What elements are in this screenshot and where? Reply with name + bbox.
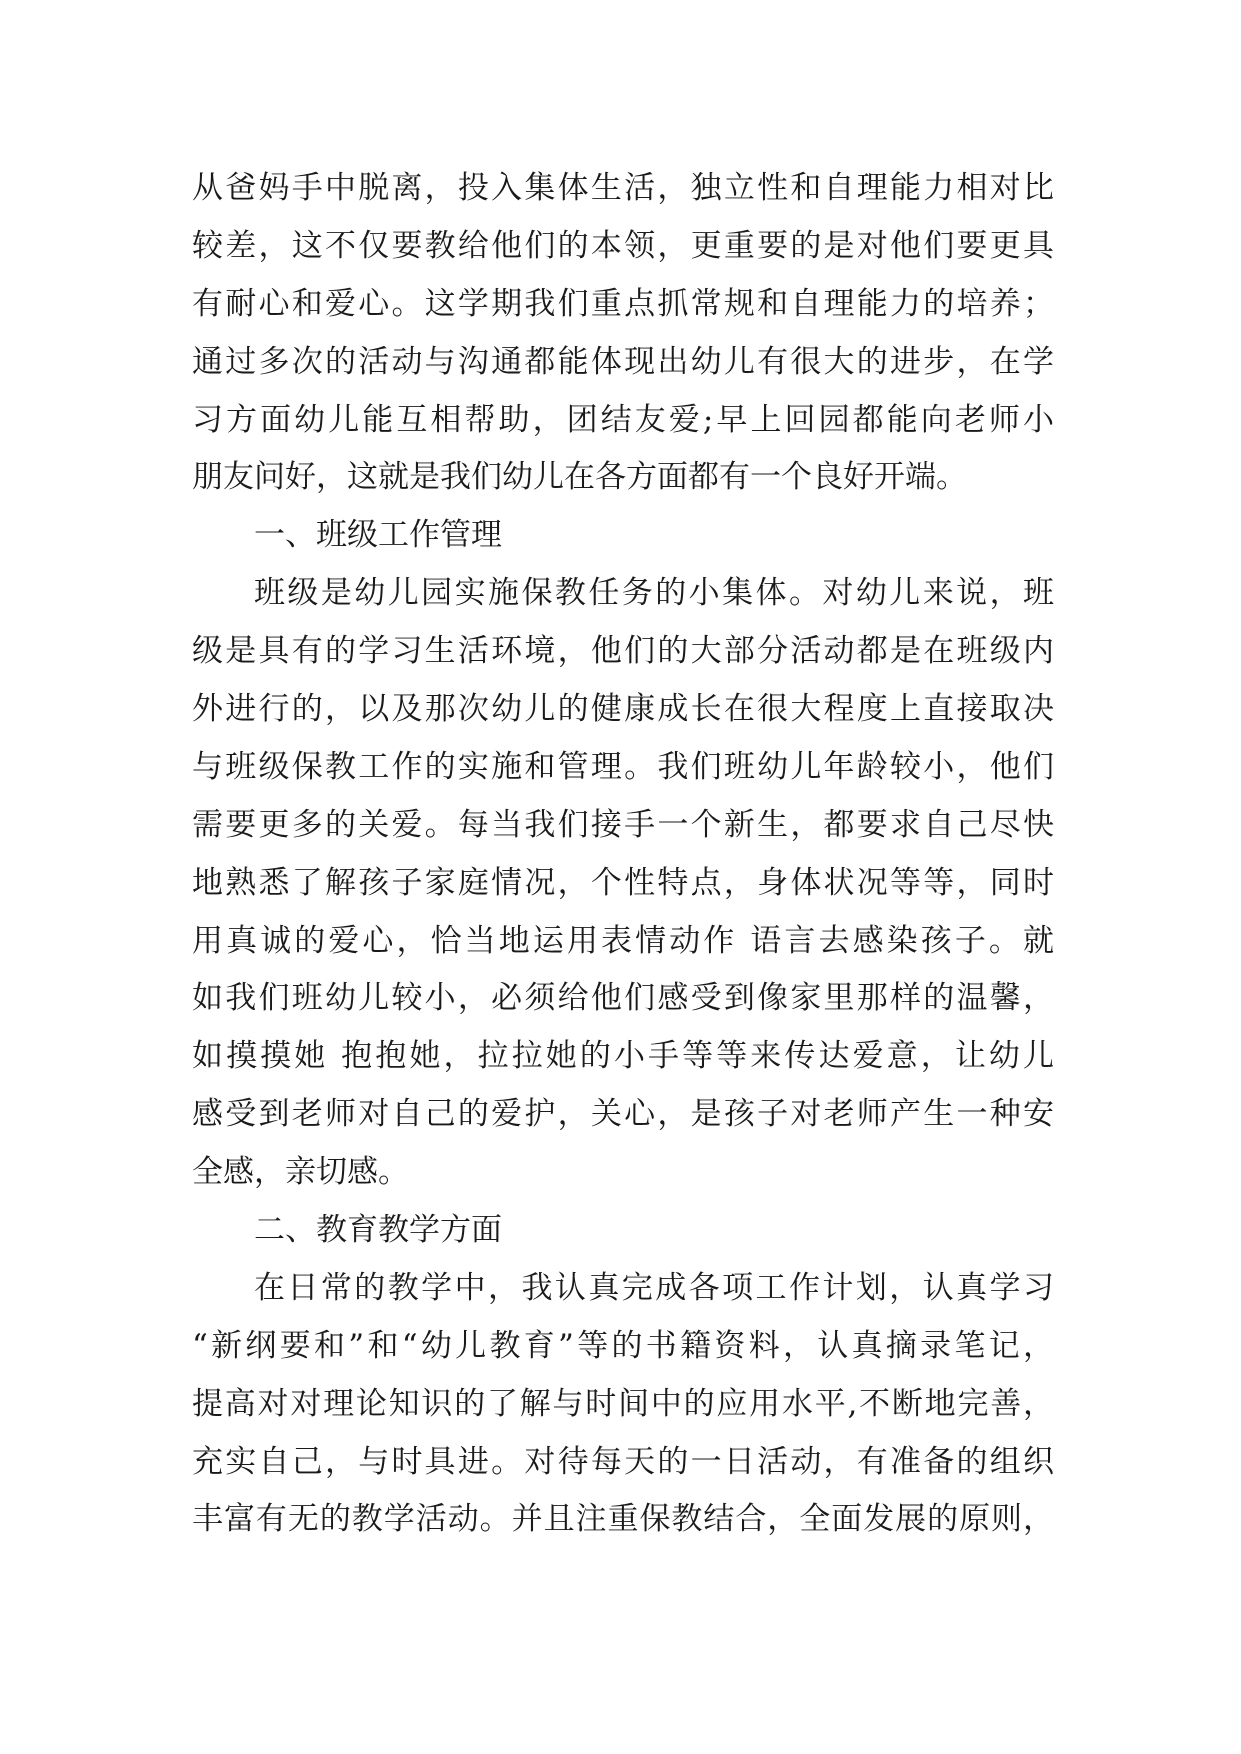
text-line: “新纲要和”和“幼儿教育”等的书籍资料，认真摘录笔记， [192,1327,1054,1364]
text-line: 通过多次的活动与沟通都能体现出幼儿有很大的进步，在学 [192,343,1054,380]
text-line: 朋友问好，这就是我们幼儿在各方面都有一个良好开端。 [192,459,967,496]
text-line: 与班级保教工作的实施和管理。我们班幼儿年龄较小，他们 [192,748,1054,785]
text-line: 外进行的，以及那次幼儿的健康成长在很大程度上直接取决 [192,691,1054,728]
text-line: 丰富有无的教学活动。并且注重保教结合，全面发展的原则， [192,1501,1054,1538]
section-heading: 一、班级工作管理 [254,517,502,554]
text-line: 全感，亲切感。 [192,1154,409,1191]
text-line: 充实自己，与时具进。对待每天的一日活动，有准备的组织 [192,1443,1054,1480]
text-line: 如摸摸她 抱抱她，拉拉她的小手等等来传达爱意，让幼儿 [192,1038,1054,1075]
text-line: 有耐心和爱心。这学期我们重点抓常规和自理能力的培养； [192,285,1054,322]
text-line: 感受到老师对自己的爱护，关心，是孩子对老师产生一种安 [192,1096,1054,1133]
section-heading: 二、教育教学方面 [254,1212,502,1249]
text-line: 在日常的教学中，我认真完成各项工作计划，认真学习 [254,1269,1054,1306]
document-body [192,160,1054,1549]
text-line: 较差，这不仅要教给他们的本领，更重要的是对他们要更具 [192,227,1054,264]
text-line: 提高对对理论知识的了解与时间中的应用水平,不断地完善， [192,1385,1054,1422]
text-line: 地熟悉了解孩子家庭情况，个性特点，身体状况等等，同时 [192,864,1054,901]
text-line: 习方面幼儿能互相帮助，团结友爱;早上回园都能向老师小 [192,401,1054,438]
text-line: 需要更多的关爱。每当我们接手一个新生，都要求自己尽快 [192,806,1054,843]
text-line: 级是具有的学习生活环境，他们的大部分活动都是在班级内 [192,633,1054,670]
text-line: 如我们班幼儿较小，必须给他们感受到像家里那样的温馨， [192,980,1054,1017]
text-line: 用真诚的爱心，恰当地运用表情动作 语言去感染孩子。就 [192,922,1054,959]
text-line: 班级是幼儿园实施保教任务的小集体。对幼儿来说，班 [254,575,1054,612]
text-line: 从爸妈手中脱离，投入集体生活，独立性和自理能力相对比 [192,170,1054,206]
